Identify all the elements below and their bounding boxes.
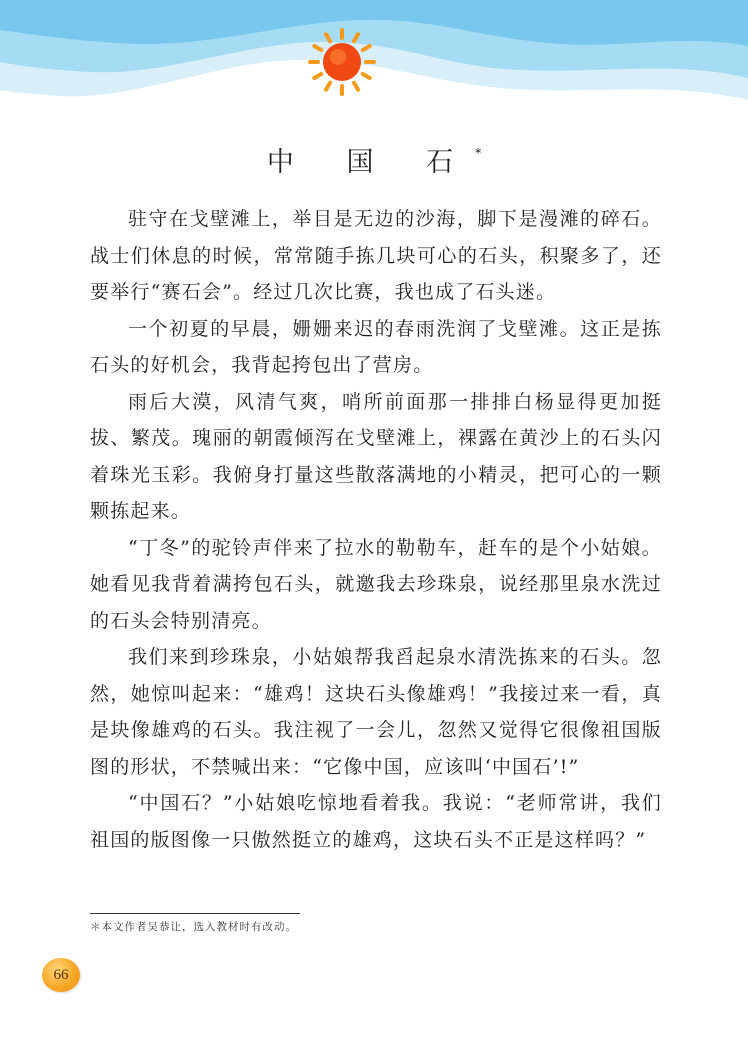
footnote: ＊本文作者吴恭让，选入教材时有改动。 [90,921,297,933]
paragraph-2: 一个初夏的早晨，姗姗来迟的春雨洗润了戈壁滩。这正是拣石头的好机会，我背起挎包出了营房。 [90,317,662,376]
sun-icon [308,28,376,96]
paragraph-4: “丁冬”的驼铃声伴来了拉水的勒勒车，赶车的是个小姑娘。她看见我背着满挎包石头，就邀我去珍珠泉，说经那里泉水洗过的石头会特别清亮。 [90,536,662,632]
title-text: 中 国 石 [266,147,476,178]
title-footnote-mark: * [475,146,482,160]
footnote-divider [90,913,300,914]
page-title [0,140,748,179]
sun-glow [330,49,346,65]
wave-highlight [120,97,660,110]
paragraph-3: 雨后大漠，风清气爽，哨所前面那一排排白杨显得更加挺拔、繁茂。瑰丽的朝霞倾泻在戈壁滩上，裸露在黄沙上的石头闪着珠光玉彩。我俯身打量这些散落满地的小精灵，把可心的一颗颗拣起来。 [90,390,662,522]
paragraph-5: 我们来到珍珠泉，小姑娘帮我舀起泉水清洗拣来的石头。忽然，她惊叫起来：“雄鸡！这块石头像雄鸡！”我接过来一看，真是块像雄鸡的石头。我注视了一会儿，忽然又觉得它很像祖国版图的形状，不禁喊出来：“它像中国，应该叫‘中国石’!” [90,646,662,778]
page-number: 66 [42,958,80,992]
paragraph-6: “中国石？”小姑娘吃惊地看着我。我说：“老师常讲，我们祖国的版图像一只傲然挺立的雄鸡，这块石头不正是这样吗？” [90,792,662,851]
article-body [90,201,662,858]
paragraph-1: 驻守在戈壁滩上，举目是无边的沙海，脚下是漫滩的碎石。战士们休息的时候，常常随手拣几块可心的石头，积聚多了，还要举行“赛石会”。经过几次比赛，我也成了石头迷。 [90,208,662,303]
